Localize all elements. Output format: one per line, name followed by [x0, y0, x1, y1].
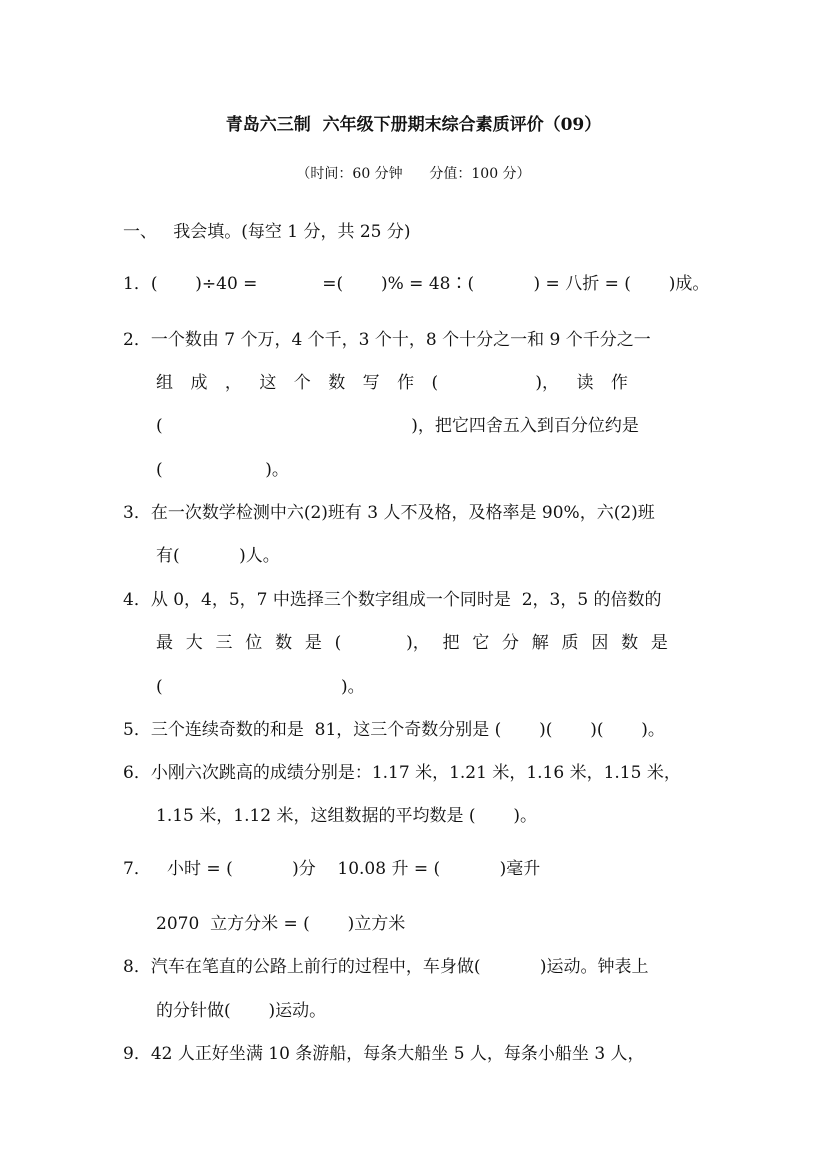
- question-4-token: 位: [245, 633, 263, 653]
- question-2-token: 读: [576, 373, 594, 393]
- question-4-token: ( )，: [334, 633, 430, 653]
- question-2-token: 成: [190, 373, 208, 393]
- question-8-line-1: 8．汽车在笔直的公路上前行的过程中，车身做( )运动。钟表上: [123, 957, 649, 977]
- question-2-token: ( )，: [431, 373, 560, 393]
- question-2-token: 数: [328, 373, 346, 393]
- question-4-token: 解: [531, 633, 549, 653]
- question-2-token: ，: [224, 373, 242, 393]
- question-2-token: 作: [397, 373, 415, 393]
- question-4-token: 它: [472, 633, 490, 653]
- question-6-line-1: 6．小刚六次跳高的成绩分别是：1.17 米，1.21 米，1.16 米，1.15 米，: [123, 763, 681, 783]
- question-2-line-4: ( )。: [156, 460, 289, 480]
- question-4-token: 三: [215, 633, 233, 653]
- question-2-token: 作: [610, 373, 628, 393]
- question-4-token: 最: [156, 633, 173, 653]
- question-4-token: 因: [591, 633, 609, 653]
- question-4-token: 把: [442, 633, 460, 653]
- question-4-token: 大: [185, 633, 203, 653]
- section-heading: 一、 我会填。(每空 1 分，共 25 分): [123, 222, 411, 242]
- question-2-token: 这: [259, 373, 277, 393]
- question-4-token: 分: [502, 633, 520, 653]
- question-8-line-2: 的分针做( )运动。: [156, 1001, 327, 1021]
- question-2-token: 写: [362, 373, 380, 393]
- question-6-line-2: 1.15 米，1.12 米，这组数据的平均数是 ( )。: [156, 806, 538, 826]
- question-4-token: 是: [650, 633, 668, 653]
- question-3-line-1: 3．在一次数学检测中六(2)班有 3 人不及格，及格率是 90%，六(2)班: [123, 503, 655, 523]
- question-3-line-2: 有( )人。: [156, 546, 280, 566]
- question-4-line-3: ( )。: [156, 677, 365, 697]
- question-4-line-2: [156, 632, 668, 654]
- question-1: 1．( )÷40 = =( )% = 48∶( ) = 八折 = ( )成。: [123, 274, 710, 294]
- question-2-line-2: [156, 372, 628, 394]
- question-7-line-2: 2070 立方分米 = ( )立方米: [156, 914, 406, 934]
- question-4-token: 是: [304, 633, 322, 653]
- question-2-line-1: 2．一个数由 7 个万，4 个千，3 个十，8 个十分之一和 9 个千分之一: [123, 330, 651, 350]
- question-2-token: 组: [156, 373, 173, 393]
- question-2-line-3: ( )，把它四舍五入到百分位约是: [156, 416, 639, 436]
- question-4-token: 数: [621, 633, 639, 653]
- question-4-line-1: 4．从 0，4，5，7 中选择三个数字组成一个同时是 2，3，5 的倍数的: [123, 590, 662, 610]
- question-5: 5．三个连续奇数的和是 81，这三个奇数分别是 ( )( )( )。: [123, 720, 665, 740]
- question-4-token: 质: [561, 633, 579, 653]
- exam-subtitle: （时间：60 分钟 分值：100 分）: [296, 166, 531, 182]
- question-9-line-1: 9．42 人正好坐满 10 条游船，每条大船坐 5 人，每条小船坐 3 人，: [123, 1044, 645, 1064]
- question-4-token: 数: [275, 633, 293, 653]
- exam-title: 青岛六三制 六年级下册期末综合素质评价（09）: [225, 115, 602, 135]
- question-7-line-1: 7． 小时 = ( )分 10.08 升 = ( )毫升: [123, 859, 541, 879]
- question-2-token: 个: [293, 373, 311, 393]
